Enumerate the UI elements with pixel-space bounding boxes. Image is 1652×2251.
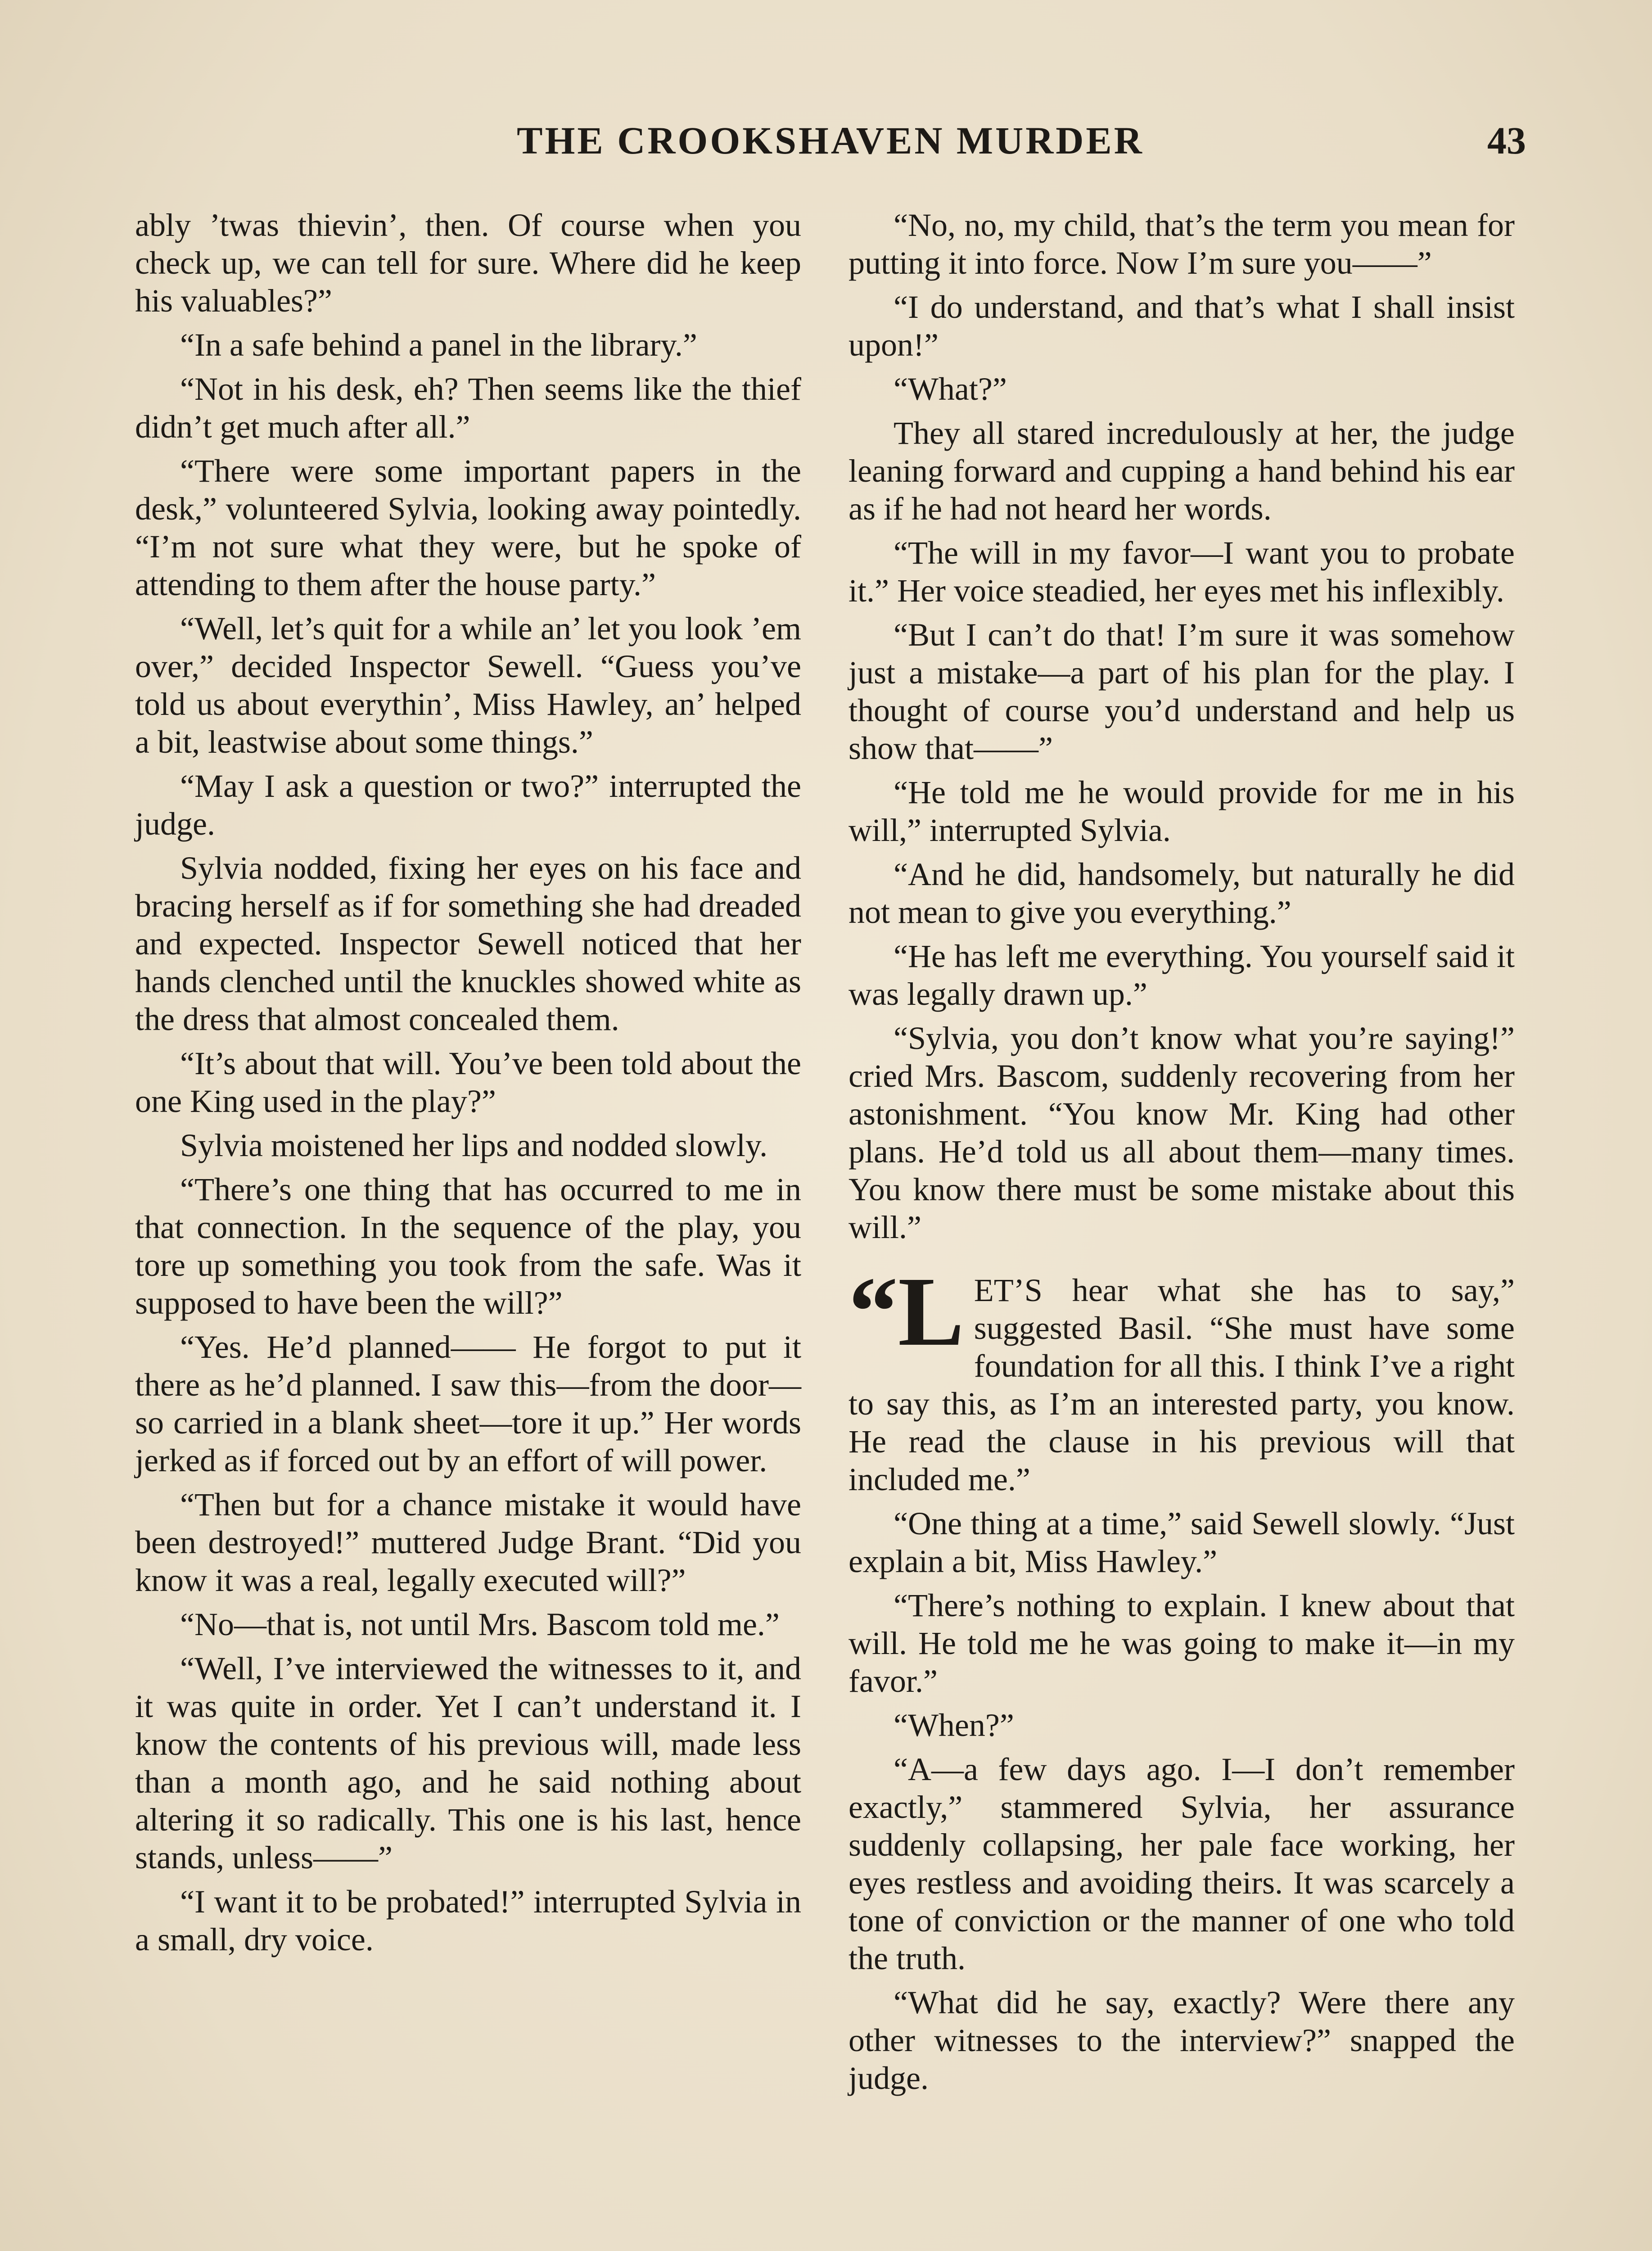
- paragraph: “He told me he would provide for me in his will,” interrupted Sylvia.: [849, 774, 1515, 848]
- page-header: [135, 118, 1526, 167]
- paragraph: Sylvia nodded, fixing her eyes on his face and bracing herself as if for something she had dreaded and expected. Inspector Sewell noticed that her hands clenched until the knuckles showed white as the dress that almost concealed them.: [135, 850, 801, 1037]
- paragraph: “What?”: [894, 371, 1007, 407]
- paragraph: “Well, let’s quit for a while an’ let you look ’em over,” decided Inspector Sewell. “Guess you’ve told us about everythin’, Miss Hawley, an’ helped a bit, leastwise about some things.”: [135, 610, 801, 760]
- paragraph: “And he did, handsomely, but naturally he did not mean to give you everything.”: [849, 856, 1515, 930]
- section-opening-text: ET’S hear what she has to say,” suggested Basil. “She must have some foundation for all this. I think I’ve a right to say this, as I’m an interested party, you know. He read the clause in his previous will that included me.”: [849, 1272, 1515, 1497]
- paragraph: “There’s nothing to explain. I knew about that will. He told me he was going to make it—in my favor.”: [849, 1587, 1515, 1699]
- paragraph: “I do understand, and that’s what I shall insist upon!”: [849, 289, 1515, 363]
- paragraph: “May I ask a question or two?” interrupted the judge.: [135, 768, 801, 842]
- paragraph: “Not in his desk, eh? Then seems like the thief didn’t get much after all.”: [135, 371, 801, 445]
- paragraph: “There’s one thing that has occurred to me in that connection. In the sequence of the play, you tore up something you took from the safe. Was it supposed to have been the will?”: [135, 1171, 801, 1321]
- paragraph: “Then but for a chance mistake it would have been destroyed!” muttered Judge Brant. “Did you know it was a real, legally executed will?”: [135, 1487, 801, 1598]
- drop-cap: “L: [849, 1257, 964, 1366]
- paragraph: “When?”: [894, 1707, 1014, 1743]
- paragraph: ably ’twas thievin’, then. Of course when you check up, we can tell for sure. Where did he keep his valuables?”: [135, 207, 801, 319]
- paragraph: “A—a few days ago. I—I don’t remember exactly,” stammered Sylvia, her assurance suddenly collapsing, her pale face working, her eyes restless and avoiding theirs. It was scarcely a tone of conviction or the manner of one who told the truth.: [849, 1751, 1515, 1976]
- paragraph: “Well, I’ve interviewed the witnesses to it, and it was quite in order. Yet I can’t understand it. I know the contents of his previous will, made less than a month ago, and he said nothing about altering it so radically. This one is his last, hence stands, unless——”: [135, 1650, 801, 1876]
- paragraph: “In a safe behind a panel in the library.”: [180, 327, 697, 363]
- paragraph: “One thing at a time,” said Sewell slowly. “Just explain a bit, Miss Hawley.”: [849, 1505, 1515, 1579]
- paragraph: “Yes. He’d planned—— He forgot to put it there as he’d planned. I saw this—from the door—so carried in a blank sheet—tore it up.” Her words jerked as if forced out by an effort of will power.: [135, 1329, 801, 1478]
- left-column: [135, 206, 801, 1965]
- right-column: [849, 206, 1515, 2103]
- paragraph: “The will in my favor—I want you to probate it.” Her voice steadied, her eyes met his inflexibly.: [849, 535, 1515, 609]
- paragraph: “It’s about that will. You’ve been told about the one King used in the play?”: [135, 1045, 801, 1119]
- paragraph: “But I can’t do that! I’m sure it was somehow just a mistake—a part of his plan for the play. I thought of course you’d understand and help us show that——”: [849, 617, 1515, 766]
- paragraph: “I want it to be probated!” interrupted Sylvia in a small, dry voice.: [135, 1884, 801, 1957]
- paragraph: Sylvia moistened her lips and nodded slowly.: [180, 1127, 768, 1163]
- paragraph: “There were some important papers in the desk,” volunteered Sylvia, looking away pointedly. “I’m not sure what they were, but he spoke of attending to them after the house party.”: [135, 453, 801, 602]
- paragraph: “No—that is, not until Mrs. Bascom told me.”: [180, 1606, 780, 1642]
- running-title: THE CROOKSHAVEN MURDER: [517, 119, 1144, 162]
- paragraph: “What did he say, exactly? Were there any other witnesses to the interview?” snapped the judge.: [849, 1984, 1515, 2096]
- paragraph: “No, no, my child, that’s the term you mean for putting it into force. Now I’m sure you——”: [849, 207, 1515, 281]
- paragraph: They all stared incredulously at her, the judge leaning forward and cupping a hand behind his ear as if he had not heard her words.: [849, 415, 1515, 527]
- page-number: 43: [1487, 119, 1526, 162]
- paragraph: “He has left me everything. You yourself said it was legally drawn up.”: [849, 938, 1515, 1012]
- paragraph: “Sylvia, you don’t know what you’re saying!” cried Mrs. Bascom, suddenly recovering from her astonishment. “You know Mr. King had other plans. He’d told us all about them—many times. You know there must be some mistake about this will.”: [849, 1020, 1515, 1245]
- section-opening-paragraph: [849, 1257, 1515, 1498]
